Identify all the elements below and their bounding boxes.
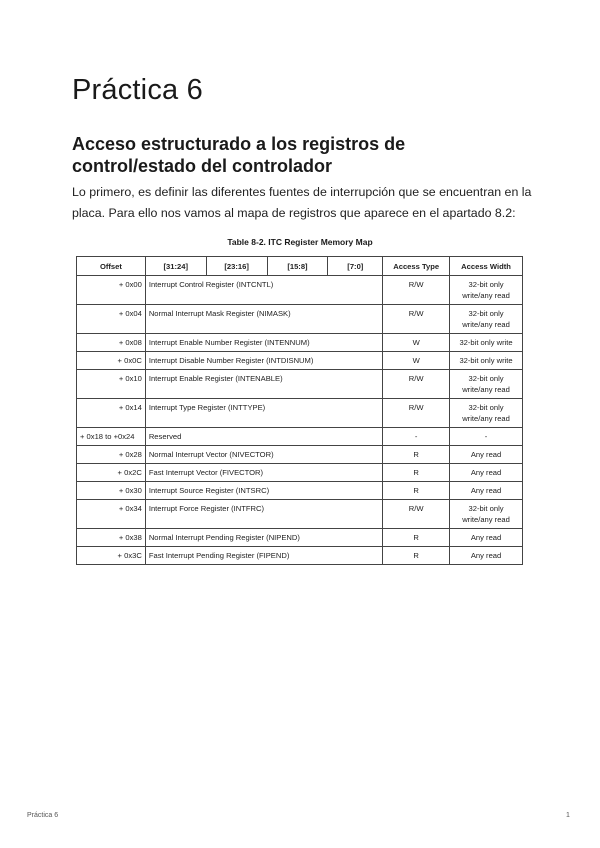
table-body [77,276,523,565]
cell-offset: + 0x10 [77,370,146,399]
header-bits-15-8: [15:8] [267,257,328,276]
table-row [77,500,523,529]
table-row [77,446,523,464]
cell-access-type: W [383,352,450,370]
table-row [77,482,523,500]
header-bits-31-24: [31:24] [145,257,206,276]
cell-access-width: Any read [450,464,523,482]
cell-access-width: 32-bit only write/any read [450,500,523,529]
cell-register-name: Interrupt Source Register (INTSRC) [145,482,382,500]
cell-offset: + 0x28 [77,446,146,464]
table-row [77,428,523,446]
cell-register-name: Normal Interrupt Vector (NIVECTOR) [145,446,382,464]
table-header-row [77,257,523,276]
cell-access-type: R/W [383,305,450,334]
cell-register-name: Interrupt Enable Register (INTENABLE) [145,370,382,399]
cell-access-type: W [383,334,450,352]
table-row [77,276,523,305]
table-row [77,334,523,352]
cell-access-width: - [450,428,523,446]
cell-register-name: Interrupt Enable Number Register (INTENNUM) [145,334,382,352]
cell-access-width: 32-bit only write/any read [450,305,523,334]
cell-register-name: Normal Interrupt Mask Register (NIMASK) [145,305,382,334]
cell-access-type: R [383,464,450,482]
cell-offset: + 0x30 [77,482,146,500]
cell-access-type: R/W [383,276,450,305]
register-memory-map-table [76,256,523,565]
cell-offset: + 0x04 [77,305,146,334]
cell-access-width: Any read [450,547,523,565]
table-row [77,305,523,334]
header-access-width: Access Width [450,257,523,276]
intro-paragraph: Lo primero, es definir las diferentes fuentes de interrupción que se encuentran en la placa. Para ello nos vamos al mapa de registros que aparece en el apartado 8.2: [72,185,532,220]
section-heading: Acceso estructurado a los registros de control/estado del controlador [72,134,406,176]
cell-access-width: 32-bit only write/any read [450,276,523,305]
cell-access-type: R/W [383,399,450,428]
cell-register-name: Interrupt Disable Number Register (INTDISNUM) [145,352,382,370]
table-row [77,352,523,370]
cell-register-name: Normal Interrupt Pending Register (NIPEND) [145,529,382,547]
cell-access-type: R [383,547,450,565]
cell-offset: + 0x3C [77,547,146,565]
table-caption: Table 8-2. ITC Register Memory Map [227,237,373,247]
cell-access-width: 32-bit only write [450,334,523,352]
cell-access-type: R/W [383,500,450,529]
cell-access-type: R [383,482,450,500]
cell-access-type: R [383,446,450,464]
header-bits-7-0: [7:0] [328,257,383,276]
cell-register-name: Fast Interrupt Pending Register (FIPEND) [145,547,382,565]
header-bits-23-16: [23:16] [206,257,267,276]
footer-label: Práctica 6 [27,812,59,819]
cell-access-type: R/W [383,370,450,399]
cell-register-name: Reserved [145,428,382,446]
page-number: 1 [566,812,570,819]
cell-offset: + 0x2C [77,464,146,482]
table-row [77,399,523,428]
cell-access-width: 32-bit only write [450,352,523,370]
cell-offset: + 0x0C [77,352,146,370]
header-offset: Offset [77,257,146,276]
cell-register-name: Interrupt Control Register (INTCNTL) [145,276,382,305]
cell-register-name: Interrupt Type Register (INTTYPE) [145,399,382,428]
cell-access-width: Any read [450,446,523,464]
page-title: Práctica 6 [72,74,203,106]
cell-offset: + 0x00 [77,276,146,305]
cell-register-name: Fast Interrupt Vector (FIVECTOR) [145,464,382,482]
cell-access-width: Any read [450,482,523,500]
table-row [77,529,523,547]
cell-access-width: 32-bit only write/any read [450,370,523,399]
cell-offset: + 0x14 [77,399,146,428]
cell-access-width: 32-bit only write/any read [450,399,523,428]
table-row [77,370,523,399]
cell-access-type: R [383,529,450,547]
header-access-type: Access Type [383,257,450,276]
table-row [77,547,523,565]
cell-offset: + 0x08 [77,334,146,352]
cell-offset: + 0x18 to +0x24 [77,428,146,446]
cell-offset: + 0x34 [77,500,146,529]
table-row [77,464,523,482]
cell-access-width: Any read [450,529,523,547]
cell-access-type: - [383,428,450,446]
cell-register-name: Interrupt Force Register (INTFRC) [145,500,382,529]
cell-offset: + 0x38 [77,529,146,547]
